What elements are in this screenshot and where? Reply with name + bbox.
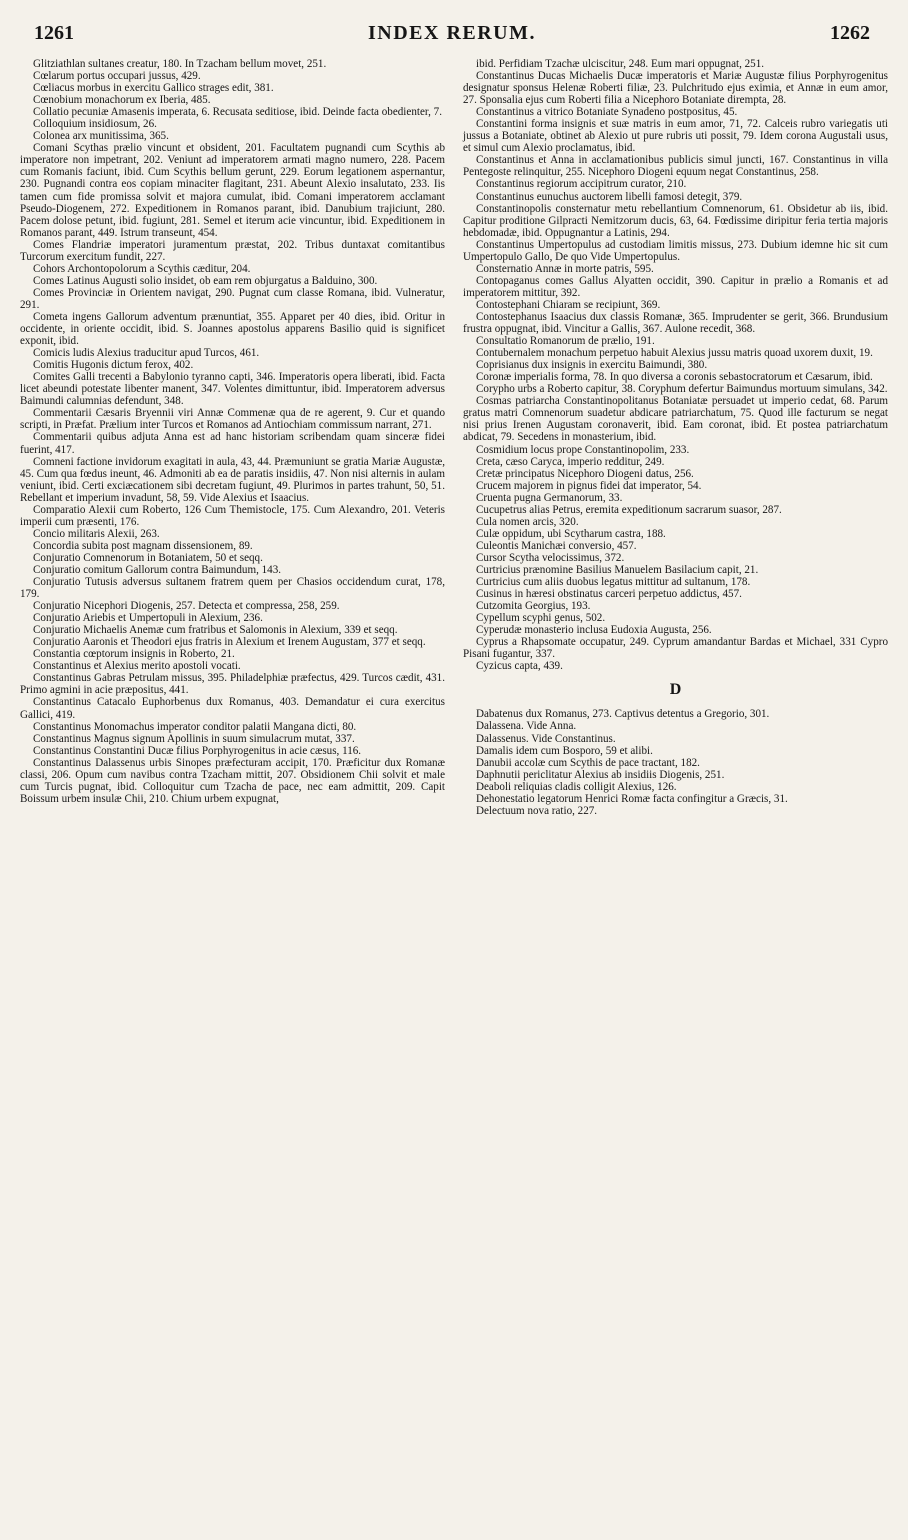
index-entry: Constantinus et Alexius merito apostoli vocati.: [33, 660, 241, 673]
index-entry: Cosmas patriarcha Constantinopolitanus Botaniatæ persuadet ut imperio cedat, 68. Parum gratus matri Comnenorum suadetur abdicare patriarchatum, 75. Quod ille facturum se negat nisi prius Irenen Augustam coronaverit, ibid. Eam coronat, ibid. Et postea patriarchatum abdicat, 79. Secedens in monasterium, ibid.: [463, 395, 888, 444]
index-entry: Corypho urbs a Roberto capitur, 38. Coryphum defertur Baimundus mortuum simulans, 342.: [476, 383, 888, 396]
index-entry: Constantinus Gabras Petrulam missus, 395. Philadelphiæ præfectus, 429. Turcos cædit, 431. Primo agmini in acie præpositus, 441.: [20, 672, 445, 697]
index-entry: Comneni factione invidorum exagitati in aula, 43, 44. Præmuniunt se gratia Mariæ Augustæ, 45. Cum qua fœdus ineunt, 46. Admoniti ab ea de paratis insidiis, 47. Non nisi alternis in aulam veniunt, ibid. Certi exciæcationem sibi decretam fugiunt, 49. Plurimos in partes trahunt, 50, 51. Rebellant et imperium invadunt, 58, 59. Vide Alexius et Isaacius.: [20, 455, 445, 504]
index-entry: Cohors Archontopolorum a Scythis cæditur, 204.: [33, 262, 251, 275]
index-entry: Dalassena. Vide Anna.: [476, 720, 577, 733]
index-entry: Cyprus a Rhapsomate occupatur, 249. Cyprum amandantur Bardas et Michael, 331 Cypro Pisani fugantur, 337.: [463, 636, 888, 661]
index-entry: Comes Latinus Augusti solio insidet, ob eam rem objurgatus a Balduino, 300.: [33, 274, 378, 287]
index-entry: Cometa ingens Gallorum adventum prænuntiat, 355. Apparet per 40 dies, ibid. Oritur in occidente, in oriente occidit, ibid. S. Joannes apostolus apparens Basilio quid is significet exponit, ibid.: [20, 310, 445, 348]
index-entry: Dabatenus dux Romanus, 273. Captivus detentus a Gregorio, 301.: [476, 708, 770, 721]
index-entry: Culeontis Manichæi conversio, 457.: [476, 539, 637, 552]
index-columns: [20, 58, 888, 817]
index-entry: Contopaganus comes Gallus Alyatten occidit, 390. Capitur in prælio a Romanis et ad imperatorem mittitur, 392.: [463, 274, 888, 299]
index-entry: Comes Flandriæ imperatori juramentum præstat, 202. Tribus duntaxat comitantibus Turcorum exercitum fundit, 227.: [20, 238, 445, 263]
index-entry: Comani Scythas prælio vincunt et obsident, 201. Facultatem pugnandi cum Scythis ab imperatore non impetrant, 202. Veniunt ad imperatorem armati magno numero, 228. Pacem cum Romanis faciunt, ibid. Cum Scythis bellum gerunt, 229. Eorum legationem aspernantur, 230. Pugnandi contra eos copiam minaciter flagitant, 231. Abeunt Alexio insalutato, 233. Iis tamen cum fide promissa solvit et majora cumulat, ibid. Comani imperatorem acclamant Pseudo-Diogenem, 272. Expeditionem in Romanos parant, ibid. Danubium trajiciunt, 280. Pacem dolose petunt, ibid. fugiunt, 281. Semel et iterum acie vincuntur, ibid. Expeditionem in Romanos parant, 449. Istrum transeunt, 454.: [20, 142, 445, 239]
index-entry: Cusinus in hæresi obstinatus carceri perpetuo addictus, 457.: [476, 588, 742, 601]
index-entry: Constantinus Magnus signum Apollinis in suum simulacrum mutat, 337.: [33, 732, 355, 745]
index-entry: Comes Provinciæ in Orientem navigat, 290. Pugnat cum classe Romana, ibid. Vulneratur, 291.: [20, 286, 445, 311]
index-entry: Curtricius cum aliis duobus legatus mittitur ad sultanum, 178.: [476, 576, 751, 589]
index-entry: Creta, cæso Caryca, imperio redditur, 249.: [476, 455, 665, 468]
index-entry: Conjuratio Comnenorum in Botaniatem, 50 et seqq.: [33, 551, 263, 564]
index-entry: Crucem majorem in pignus fidei dat imperator, 54.: [476, 479, 702, 492]
index-entry: Damalis idem cum Bosporo, 59 et alibi.: [476, 744, 653, 757]
index-entry: Constantini forma insignis et suæ matris in eum amor, 71, 72. Calceis rubro variegatis uti jussus a Botaniate, obtinet ab Alexio ut pure rubris uti possit, 79. Idem corona Augustali usus, et simul cum Alexio proclamatus, ibid.: [463, 118, 888, 155]
index-entry: Constantinus Dalassenus urbis Sinopes præfecturam accipit, 170. Præficitur dux Romanæ classi, 206. Opum cum navibus contra Tzacham mittit, 207. Obsidionem Chii solvit et male cum Turcis pugnat, ibid. Colloquitur cum Tzacha de pace, nec eam admittit, 209. Capit Boissum urbem insulæ Chii, 210. Chium urbem expugnat,: [20, 756, 445, 805]
index-entry: Culæ oppidum, ubi Scytharum castra, 188.: [476, 527, 666, 540]
index-entry: Coprisianus dux insignis in exercitu Baimundi, 380.: [476, 359, 708, 372]
index-entry: Constantinus Catacalo Euphorbenus dux Romanus, 403. Demandatur ei cura exercitus Gallici, 419.: [20, 696, 445, 721]
index-entry: Comitis Hugonis dictum ferox, 402.: [33, 359, 194, 372]
index-entry: Constantinus et Anna in acclamationibus publicis simul juncti, 167. Constantinus in villa Pentegoste relinquitur, 255. Nicephoro Diogeni equum negat Constantinus, 258.: [463, 154, 888, 179]
index-entry: Curtricius prænomine Basilius Manuelem Basilacium capit, 21.: [476, 563, 759, 576]
right-column: [463, 58, 888, 817]
index-entry: Deaboli reliquias cladis colligit Alexius, 126.: [476, 780, 677, 793]
index-entry: Contostephanus Isaacius dux classis Romanæ, 365. Imprudenter se gerit, 366. Brundusium frustra oppugnat, ibid. Vincitur a Gallis, 367. Aulone recedit, 368.: [463, 310, 888, 336]
index-entry: Delectuum nova ratio, 227.: [476, 804, 598, 817]
right-column-c-entries: [463, 58, 888, 672]
index-entry: Concio militaris Alexii, 263.: [33, 527, 160, 540]
index-entry: Cœliacus morbus in exercitu Gallico strages edit, 381.: [33, 82, 274, 95]
index-entry: Consultatio Romanorum de prælio, 191.: [476, 335, 655, 348]
index-entry: Conjuratio Ariebis et Umpertopuli in Alexium, 236.: [33, 612, 263, 625]
right-page-number: 1262: [830, 22, 870, 44]
index-entry: Conjuratio Michaelis Anemæ cum fratribus et Salomonis in Alexium, 339 et seqq.: [33, 624, 398, 637]
index-entry: Cosmidium locus prope Constantinopolim, 233.: [476, 443, 690, 456]
index-entry: Cyperudæ monasterio inclusa Eudoxia Augusta, 256.: [476, 624, 712, 637]
section-letter-d: D: [669, 681, 682, 699]
index-entry: Comicis ludis Alexius traducitur apud Turcos, 461.: [33, 347, 260, 360]
index-entry: Cula nomen arcis, 320.: [476, 515, 579, 528]
index-entry: Colloquium insidiosum, 26.: [33, 118, 157, 131]
index-entry: Constantinopolis consternatur metu rebellantium Comnenorum, 61. Obsidetur ab iis, ibid. Capitur proditione Gilpracti Nemitzorum ducis, 63, 64. Fœdissime diripitur feria tertia majoris hebdomadæ, ibid. Oppugnantur a Latinis, 294.: [463, 202, 888, 239]
index-entry: Cucupetrus alias Petrus, eremita expeditionum sacrarum suasor, 287.: [476, 503, 782, 516]
index-entry: Colonea arx munitissima, 365.: [33, 130, 169, 143]
index-entry: Constantinus eunuchus auctorem libelli famosi detegit, 379.: [476, 190, 743, 203]
index-entry: Contostephani Chiaram se recipiunt, 369.: [476, 298, 661, 311]
index-entry: Commentarii quibus adjuta Anna est ad hanc historiam scribendam quam sinceræ fidei fuerint, 417.: [20, 431, 445, 456]
page-title: INDEX RERUM.: [368, 22, 536, 44]
index-entry: Concordia subita post magnam dissensionem, 89.: [33, 539, 253, 552]
index-entry: Cyzicus capta, 439.: [476, 660, 563, 673]
index-entry: Contubernalem monachum perpetuo habuit Alexius jussu matris quoad uxorem duxit, 19.: [476, 347, 873, 360]
index-entry: Collatio pecuniæ Amasenis imperata, 6. Recusata seditiose, ibid. Deinde facta obedienter, 7.: [33, 106, 442, 119]
index-entry: Conjuratio Aaronis et Theodori ejus fratris in Alexium et Irenem Augustam, 377 et seqq.: [33, 636, 426, 649]
index-entry: Constantinus regiorum accipitrum curator, 210.: [476, 178, 687, 191]
page-header: [20, 22, 888, 56]
index-entry: Danubii accolæ cum Scythis de pace tractant, 182.: [476, 756, 700, 769]
left-column: [20, 58, 445, 817]
left-page-number: 1261: [34, 22, 74, 44]
index-entry: Constantinus Umpertopulus ad custodiam limitis missus, 273. Dubium idemne hic sit cum Umpertopulo Gallo, De quo Vide Umpertopulus.: [463, 238, 888, 263]
index-entry: Constantinus a vitrico Botaniate Synadeno postpositus, 45.: [476, 106, 738, 119]
index-entry: Conjuratio Tutusis adversus sultanem fratrem quem per Chasios occidendum curat, 178, 179.: [20, 576, 445, 601]
index-entry: Constantinus Monomachus imperator conditor palatii Mangana dicti, 80.: [33, 720, 357, 733]
index-entry: Dehonestatio legatorum Henrici Romæ facta confingitur a Græcis, 31.: [476, 792, 788, 805]
index-entry: Coronæ imperialis forma, 78. In quo diversa a coronis sebastocratorum et Cæsarum, ibid.: [476, 371, 873, 384]
index-entry: Conjuratio Nicephori Diogenis, 257. Detecta et compressa, 258, 259.: [33, 600, 340, 613]
index-entry: Constantinus Ducas Michaelis Ducæ imperatoris et Mariæ Augustæ filius Porphyrogenitus designatur sponsus Helenæ Roberti filiæ, 23. Pulchritudo ejus eximia, et Annæ in eum amor, 27. Sponsalia ejus cum Roberti filia a Nicephoro Botaniate dirempta, 28.: [463, 70, 888, 107]
index-entry: Cutzomita Georgius, 193.: [476, 600, 591, 613]
index-entry: Conjuratio comitum Gallorum contra Baimundum, 143.: [33, 563, 282, 576]
index-entry: Comites Galli trecenti a Babylonio tyranno capti, 346. Imperatoris opera liberati, ibid. Facta licet abeundi potestate libenter manent, 347. Volentes dimittuntur, ibid. Imperatorem adversus Baimundi calumnias defendunt, 348.: [20, 371, 445, 408]
index-entry: Constantia cœptorum insignis in Roberto, 21.: [33, 648, 235, 661]
index-entry: Cretæ principatus Nicephoro Diogeni datus, 256.: [476, 467, 694, 480]
index-entry: Glitziathlan sultanes creatur, 180. In Tzacham bellum movet, 251.: [33, 58, 327, 70]
index-entry: Commentarii Cæsaris Bryennii viri Annæ Commenæ qua de re agerent, 9. Cur et quando scripti, in Præfat. Prælium inter Turcos et Romanos ad Antiochiam commissum narrant, 271.: [20, 407, 445, 432]
index-entry: Cypellum scyphi genus, 502.: [476, 612, 606, 625]
index-entry: Cursor Scytha velocissimus, 372.: [476, 551, 625, 564]
index-entry: Constantinus Constantini Ducæ filius Porphyrogenitus in acie cæsus, 116.: [33, 744, 362, 757]
index-entry: ibid. Perfidiam Tzachæ ulciscitur, 248. Eum mari oppugnat, 251.: [476, 58, 765, 70]
index-entry: Cœlarum portus occupari jussus, 429.: [33, 70, 201, 83]
index-entry: Cœnobium monachorum ex Iberia, 485.: [33, 94, 211, 107]
index-entry: Comparatio Alexii cum Roberto, 126 Cum Themistocle, 175. Cum Alexandro, 201. Veteris imperii cum præsenti, 176.: [20, 503, 445, 528]
index-entry: Daphnutii periclitatur Alexius ab insidiis Diogenis, 251.: [476, 768, 725, 781]
right-column-d-entries: [463, 708, 888, 816]
index-entry: Cruenta pugna Germanorum, 33.: [476, 491, 623, 504]
index-entry: Consternatio Annæ in morte patris, 595.: [476, 262, 654, 275]
index-entry: Dalassenus. Vide Constantinus.: [476, 732, 616, 745]
